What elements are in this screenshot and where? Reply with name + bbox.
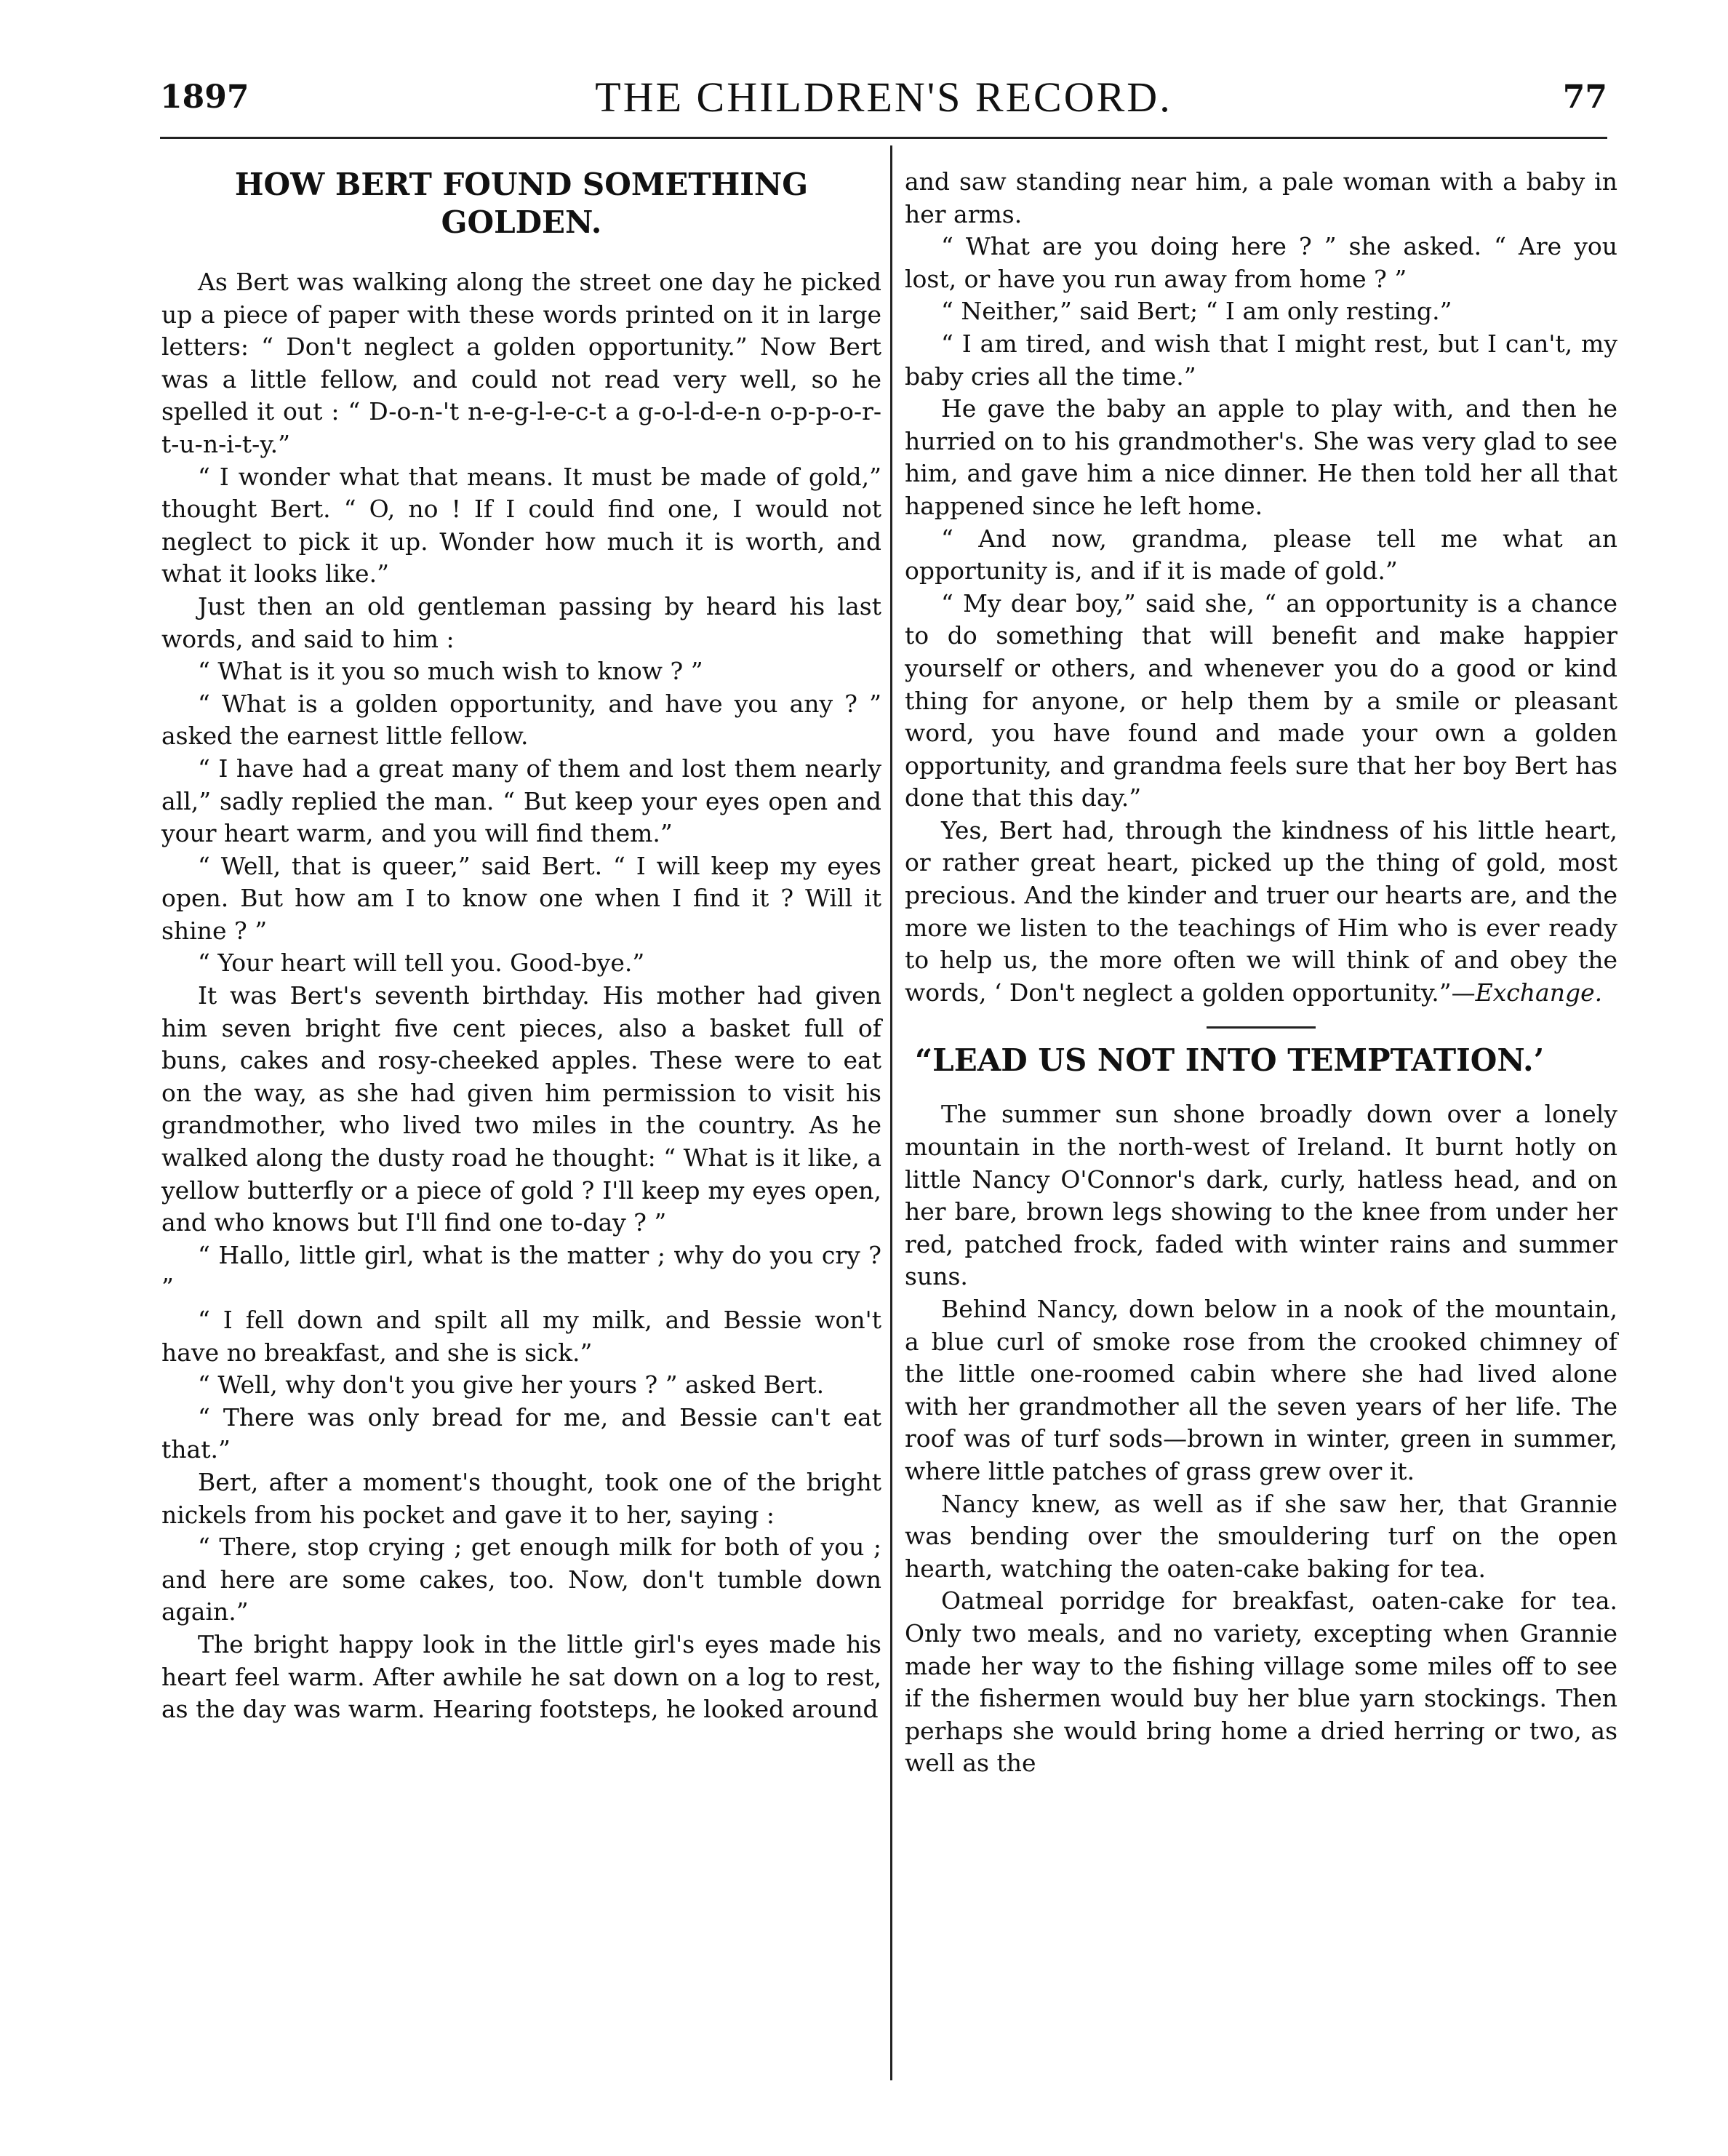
left-column bbox=[161, 166, 881, 1726]
story-paragraph: “ I am tired, and wish that I might rest, but I can't, my baby cries all the time.” bbox=[905, 329, 1617, 391]
story-paragraph: Bert, after a moment's thought, took one of the bright nickels from his pocket and gave it to her, saying : bbox=[161, 1467, 881, 1529]
issue-year: 1897 bbox=[160, 79, 249, 116]
story-paragraph: “ There was only bread for me, and Bessie can't eat that.” bbox=[161, 1402, 881, 1464]
story-paragraph: “ Well, that is queer,” said Bert. “ I will keep my eyes open. But how am I to know one when I find it ? Will it shine ? ” bbox=[161, 851, 881, 945]
story-paragraph: “ Hallo, little girl, what is the matter ; why do you cry ? ” bbox=[161, 1240, 881, 1302]
story-paragraph: “ And now, grandma, please tell me what an opportunity is, and if it is made of gold.” bbox=[905, 524, 1617, 586]
story-paragraph: Oatmeal porridge for breakfast, oaten-cake for tea. Only two meals, and no variety, excepting when Grannie made her way to the fishing village some miles off to see if the fishermen would buy her blue yarn stockings. Then perhaps she would bring home a dried herring or two, as well as the bbox=[905, 1586, 1617, 1778]
story-paragraph: Nancy knew, as well as if she saw her, that Grannie was bending over the smouldering turf on the open hearth, watching the oaten-cake baking for tea. bbox=[905, 1489, 1617, 1583]
story-paragraph: “ I have had a great many of them and lost them nearly all,” sadly replied the man. “ But keep your eyes open and your heart warm, and you will find them.” bbox=[161, 754, 881, 848]
story-paragraph: As Bert was walking along the street one day he picked up a piece of paper with these words printed on it in large letters: “ Don't neglect a golden opportunity.” Now Bert was a little fellow, and could not read very well, so he spelled it out : “ D-o-n-'t n-e-g-l-e-c-t a g-o-l-d-e-n o-p-p-o-r-t-u-n-i-t-y.” bbox=[161, 268, 881, 458]
story-separator bbox=[1207, 1026, 1316, 1029]
story-paragraph: “ Well, why don't you give her yours ? ” asked Bert. bbox=[198, 1370, 825, 1400]
right-column bbox=[905, 166, 1617, 1780]
story-paragraph: “ There, stop crying ; get enough milk for both of you ; and here are some cakes, too. Now, don't tumble down again.” bbox=[161, 1533, 881, 1626]
story-paragraph: It was Bert's seventh birthday. His mother had given him seven bright five cent pieces, also a basket full of buns, cakes and rosy-cheeked apples. These were to eat on the way, as she had given him permission to visit his grandmother, who lived two miles in the country. As he walked along the dusty road he thought: “ What is it like, a yellow butterfly or a piece of gold ? I'll keep my eyes open, and who knows but I'll find one to-day ? ” bbox=[161, 981, 881, 1237]
story-paragraph: Just then an old gentleman passing by heard his last words, and said to him : bbox=[161, 591, 881, 653]
source-attribution: Exchange. bbox=[1475, 978, 1603, 1007]
story-paragraph: “ Your heart will tell you. Good-bye.” bbox=[198, 949, 645, 978]
story-paragraph: He gave the baby an apple to play with, and then he hurried on to his grandmother's. She was very glad to see him, and gave him a nice dinner. He then told her all that happened since he left home. bbox=[905, 394, 1617, 520]
story-paragraph: “ What are you doing here ? ” she asked. “ Are you lost, or have you run away from home ? ” bbox=[905, 232, 1617, 293]
story-paragraph: and saw standing near him, a pale woman with a baby in her arms. bbox=[905, 167, 1617, 228]
story-closing-paragraph bbox=[905, 815, 1617, 1010]
page-number: 77 bbox=[1562, 79, 1607, 116]
header-divider bbox=[160, 137, 1607, 139]
story-paragraph: “ I wonder what that means. It must be made of gold,” thought Bert. “ O, no ! If I could find one, I would not neglect to pick it up. Wonder how much it is worth, and what it looks like.” bbox=[161, 462, 881, 588]
story-paragraph: “ What is a golden opportunity, and have you any ? ” asked the earnest little fellow. bbox=[161, 689, 881, 751]
story-paragraph: “ What is it you so much wish to know ? ” bbox=[198, 657, 703, 686]
story-paragraph: “ My dear boy,” said she, “ an opportunity is a chance to do something that will benefit and make happier yourself or others, and whenever you do a good or kind thing for anyone, or help them by a smile or pleasant word, you have found and made your own a golden opportunity, and grandma feels sure that her boy Bert has done that this day.” bbox=[905, 588, 1617, 813]
story-paragraph: Behind Nancy, down below in a nook of the mountain, a blue curl of smoke rose from the crooked chimney of the little one-roomed cabin where she had lived alone with her grandmother all the seven years of her life. The roof was of turf sods—brown in winter, green in summer, where little patches of grass grew over it. bbox=[905, 1295, 1617, 1485]
page-header bbox=[160, 73, 1607, 131]
story-paragraph: “ Neither,” said Bert; “ I am only resting.” bbox=[941, 297, 1452, 326]
publication-title: THE CHILDREN'S RECORD. bbox=[595, 73, 1172, 121]
story-paragraph: The summer sun shone broadly down over a lonely mountain in the north-west of Ireland. It burnt hotly on little Nancy O'Connor's dark, curly, hatless head, and on her bare, brown legs showing to the knee from under her red, patched frock, faded with winter rains and summer suns. bbox=[905, 1100, 1617, 1291]
story-title-bert: HOW BERT FOUND SOMETHING GOLDEN. bbox=[234, 167, 809, 240]
story-paragraph: The bright happy look in the little girl's eyes made his heart feel warm. After awhile he sat down on a log to rest, as the day was warm. Hearing footsteps, he looked around bbox=[161, 1629, 881, 1724]
story-title-temptation: “LEAD US NOT INTO TEMPTATION.’ bbox=[915, 1042, 1545, 1079]
story-paragraph: “ I fell down and spilt all my milk, and Bessie won't have no breakfast, and she is sick.” bbox=[161, 1306, 881, 1367]
column-divider bbox=[890, 145, 892, 2080]
closing-text: Yes, Bert had, through the kindness of his little heart, or rather great heart, picked up the thing of gold, most precious. And the kinder and truer our hearts are, and the more we listen to the teachings of Him who is ever ready to help us, the more often we will think of and obey the words, ‘ Don't neglect a golden opportunity.”— bbox=[905, 815, 1617, 1007]
